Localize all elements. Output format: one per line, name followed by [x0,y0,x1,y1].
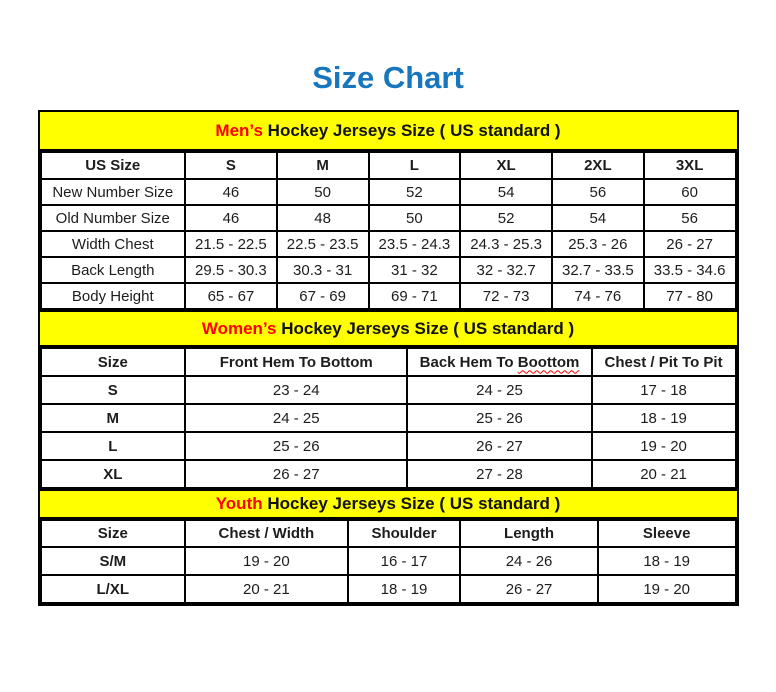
mens-title-rest: Hockey Jerseys Size ( US standard ) [262,120,561,140]
col-header: M [277,152,369,179]
cell: 69 - 71 [369,283,461,309]
row-label: Width Chest [41,231,186,257]
cell: 50 [277,179,369,205]
cell: 52 [369,179,461,205]
col-header: L [369,152,461,179]
cell: 24.3 - 25.3 [460,231,552,257]
youth-section [40,489,737,604]
womens-section-header [40,310,737,347]
youth-section-header [40,489,737,519]
table-row [41,404,736,432]
table-row [41,231,736,257]
col-header: 3XL [644,152,736,179]
cell: 32.7 - 33.5 [552,257,644,283]
cell: 32 - 32.7 [460,257,552,283]
cell: 17 - 18 [592,376,736,404]
cell: 48 [277,205,369,231]
size-chart [38,110,739,606]
youth-size-table [40,519,737,604]
cell: 25 - 26 [185,432,407,460]
row-label: Back Length [41,257,186,283]
womens-section-title [202,319,574,339]
col-header: US Size [41,152,186,179]
womens-title-rest: Hockey Jerseys Size ( US standard ) [276,318,575,338]
mens-highlight: Men’s [215,120,263,140]
cell: 30.3 - 31 [277,257,369,283]
row-label: L/XL [41,575,186,603]
cell: 20 - 21 [592,460,736,488]
cell: 16 - 17 [348,547,461,575]
cell: 24 - 25 [185,404,407,432]
col-header: Chest / Width [185,520,348,547]
col-header: Shoulder [348,520,461,547]
cell: 26 - 27 [460,575,598,603]
table-row [41,283,736,309]
col-header: Size [41,520,186,547]
col-header-text: Back Hem To [419,353,518,371]
womens-section [40,310,737,489]
cell: 26 - 27 [644,231,736,257]
cell: 33.5 - 34.6 [644,257,736,283]
cell: 46 [185,205,277,231]
cell: 29.5 - 30.3 [185,257,277,283]
col-header: Front Hem To Bottom [185,348,407,376]
col-header: S [185,152,277,179]
cell: 19 - 20 [185,547,348,575]
col-header: Length [460,520,598,547]
cell: 20 - 21 [185,575,348,603]
col-header: Size [41,348,186,376]
cell: 74 - 76 [552,283,644,309]
cell: 72 - 73 [460,283,552,309]
cell: 26 - 27 [407,432,591,460]
youth-section-title [216,494,561,514]
cell: 77 - 80 [644,283,736,309]
table-header-row [41,348,736,376]
row-label: S [41,376,186,404]
table-row [41,376,736,404]
cell: 19 - 20 [598,575,736,603]
misspelled-word: Boottom [517,353,580,371]
table-row [41,432,736,460]
cell: 21.5 - 22.5 [185,231,277,257]
table-row [41,257,736,283]
row-label: S/M [41,547,186,575]
cell: 27 - 28 [407,460,591,488]
col-header: Sleeve [598,520,736,547]
col-header [407,348,591,376]
row-label: Body Height [41,283,186,309]
cell: 67 - 69 [277,283,369,309]
table-row [41,460,736,488]
womens-size-table [40,347,737,489]
row-label: XL [41,460,186,488]
womens-highlight: Women’s [201,318,277,338]
mens-section [40,112,737,310]
col-header: XL [460,152,552,179]
cell: 25 - 26 [407,404,591,432]
row-label: New Number Size [41,179,186,205]
table-row [41,205,736,231]
col-header: 2XL [552,152,644,179]
mens-size-table [40,151,737,310]
cell: 65 - 67 [185,283,277,309]
table-row [41,575,736,603]
cell: 31 - 32 [369,257,461,283]
cell: 22.5 - 23.5 [277,231,369,257]
cell: 25.3 - 26 [552,231,644,257]
table-row [41,179,736,205]
cell: 18 - 19 [348,575,461,603]
cell: 23.5 - 24.3 [369,231,461,257]
cell: 26 - 27 [185,460,407,488]
cell: 24 - 26 [460,547,598,575]
cell: 18 - 19 [592,404,736,432]
table-header-row [41,152,736,179]
cell: 56 [644,205,736,231]
cell: 50 [369,205,461,231]
row-label: Old Number Size [41,205,186,231]
cell: 46 [185,179,277,205]
cell: 24 - 25 [407,376,591,404]
cell: 60 [644,179,736,205]
mens-section-header [40,112,737,151]
row-label: L [41,432,186,460]
table-row [41,547,736,575]
youth-title-rest: Hockey Jerseys Size ( US standard ) [262,494,561,513]
cell: 18 - 19 [598,547,736,575]
row-label: M [41,404,186,432]
cell: 19 - 20 [592,432,736,460]
cell: 56 [552,179,644,205]
cell: 23 - 24 [185,376,407,404]
mens-section-title [215,121,560,141]
cell: 54 [460,179,552,205]
page-title: Size Chart [312,60,464,95]
cell: 54 [552,205,644,231]
cell: 52 [460,205,552,231]
table-header-row [41,520,736,547]
col-header: Chest / Pit To Pit [592,348,736,376]
youth-highlight: Youth [215,494,263,513]
